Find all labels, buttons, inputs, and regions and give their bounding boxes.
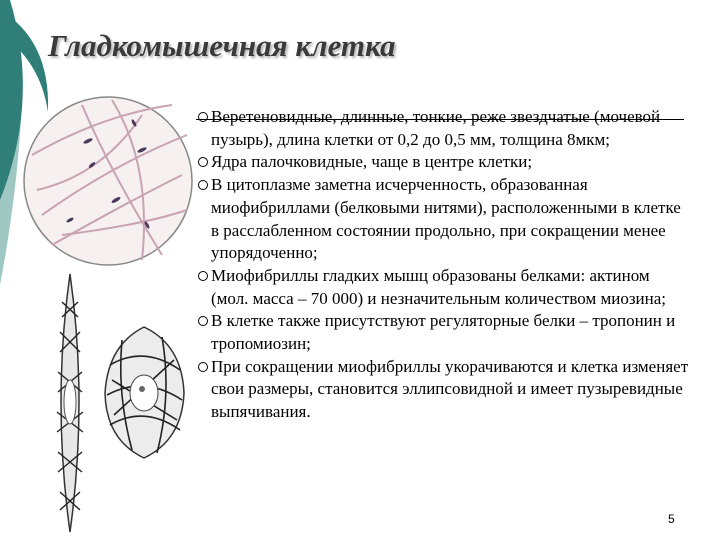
bullet-list xyxy=(198,106,690,424)
bullet-item: В цитоплазме заметна исчерченность, образованная миофибриллами (белковыми нитями), расположенными в клетке в расслабленном состоянии продольно, при сокращении менее упорядоченно; xyxy=(198,174,690,265)
slide-title: Гладкомышечная клетка xyxy=(48,28,396,63)
page-number: 5 xyxy=(668,512,675,526)
bullet-item: Ядра палочковидные, чаще в центре клетки; xyxy=(198,151,690,174)
bullet-item: Веретеновидные, длинные, тонкие, реже звездчатые (мочевой пузырь), длина клетки от 0,2 до 0,5 мм, толщина 8мкм; xyxy=(198,106,690,151)
spindle-cell-illustration xyxy=(50,272,90,534)
bullet-item: Миофибриллы гладких мышц образованы белками: актином (мол. масса – 70 000) и незначительным количеством миозина; xyxy=(198,265,690,310)
contracted-cell-illustration xyxy=(102,325,187,460)
micrograph-circle-illustration xyxy=(22,95,194,267)
bullet-item: При сокращении миофибриллы укорачиваются и клетка изменяет свои размеры, становится эллипсовидной и имеет пузыревидные выпячивания. xyxy=(198,356,690,424)
bullet-item: В клетке также присутствуют регуляторные белки – тропонин и тропомиозин; xyxy=(198,310,690,355)
